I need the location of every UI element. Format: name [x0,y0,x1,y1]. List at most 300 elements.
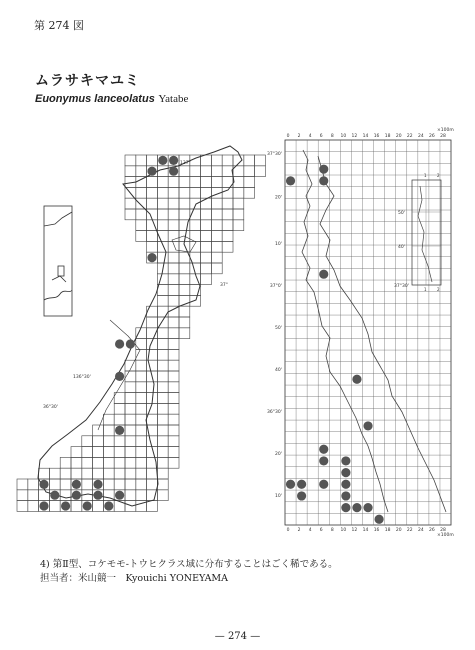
map-grid-cell [60,457,71,468]
map-grid-cell [179,285,190,296]
chart-lat-label: 20' [275,452,282,458]
map-grid-cell [125,198,136,209]
map-grid-cell [28,479,39,490]
chart-x-tick-bottom: 18 [384,528,391,533]
map-grid-cell [136,425,147,436]
chart-x-tick-top: 26 [429,134,435,139]
inset-chart [394,173,441,292]
map-occurrence-dot [126,339,135,348]
map-grid-cell [157,447,168,458]
page-number: — 274 — [214,631,261,642]
chart-occurrence-dot [341,503,350,512]
chart-lat-label: 20' [275,195,282,201]
map-grid-cell [60,479,71,490]
map-grid-cell [233,198,244,209]
map-grid-cell [211,220,222,231]
chart-occurrence-dot [352,375,361,384]
map-grid-cell [157,187,168,198]
map-grid-cell [49,468,60,479]
map-grid-cell [201,166,212,177]
chart-x-tick-top: 24 [417,134,424,139]
map-grid-cell [136,447,147,458]
chart-x-tick-bottom: 26 [429,528,435,533]
map-grid-cell [147,501,158,512]
map-grid-cell [147,317,158,328]
map-grid-cell [82,479,93,490]
map-grid-cell [136,187,147,198]
inset-x-top-0: 1 [424,173,427,178]
map-grid-cell [157,339,168,350]
map-grid-cell [125,414,136,425]
chart-lat-label: 37°30' [267,152,282,158]
distribution-note: 4) 第Ⅱ型、コケモモ-トウヒクラス域に分布することはごく稀である。 [40,559,338,570]
chart-x-tick-top: 8 [330,134,334,139]
map-grid-cell [168,220,179,231]
map-grid-cell [125,382,136,393]
map-grid-cell [125,436,136,447]
map-grid-cell [71,447,82,458]
map-grid-cell [125,490,136,501]
inset-chart-grid [412,180,441,285]
map-grid-cell [157,285,168,296]
altitude-profile-right [318,156,446,512]
map-grid-cell [168,274,179,285]
map-grid-cell [168,393,179,404]
chart-x-tick-bottom: 14 [362,528,369,533]
map-grid-cell [136,457,147,468]
inset-x-bottom-0: 1 [424,287,427,292]
map-grid-cell [103,479,114,490]
inset-boundary [52,276,66,282]
map-grid-cell [168,436,179,447]
inset-chart-profile [418,186,432,282]
map-grid-cell [147,306,158,317]
map-grid-cell [157,457,168,468]
inset-coast-north [44,212,72,226]
inset-frame [44,206,72,316]
map-grid-cell [157,425,168,436]
map-grid-cell [93,447,104,458]
map-grid-cell [222,155,233,166]
chart-x-tick-bottom: 20 [395,528,402,533]
map-grid-cell [222,241,233,252]
map-grid-cell [114,447,125,458]
map-grid-cell [136,436,147,447]
map-grid-cell [157,306,168,317]
inset-coast-south [44,290,72,300]
map-grid-cell [157,382,168,393]
map-grid-cell [136,177,147,188]
map-grid-cell [201,209,212,220]
map-grid-cell [168,425,179,436]
map-grid-cell [168,414,179,425]
map-grid-cell [157,220,168,231]
chart-x-tick-bottom: 8 [330,528,334,533]
map-grid-cell [39,490,50,501]
chart-occurrence-dot [341,468,350,477]
map-grid-cell [201,220,212,231]
map-grid-cell [168,198,179,209]
map-grid-cell [114,414,125,425]
map-grid-cell [244,166,255,177]
map-grid-cell [157,209,168,220]
map-grid-cell [136,328,147,339]
map-grid-cell [103,414,114,425]
chart-lat-label: 40' [275,368,282,374]
chart-occurrence-dot [319,445,328,454]
inset-lat-1: 40' [398,245,405,250]
map-grid-cell [157,177,168,188]
map-grid-cell [168,447,179,458]
map-grid-cell [60,468,71,479]
map-grid-cell [136,490,147,501]
map-grid-cell [114,393,125,404]
chart-occurrence-dot [363,421,372,430]
chart-x-tick-bottom: 22 [406,528,413,533]
chart-x-tick-top: 20 [395,134,402,139]
map-grid-cell [82,457,93,468]
inset-location-map [44,206,72,316]
map-occurrence-dot [169,167,178,176]
map-grid-cell [157,166,168,177]
chart-lat-label: 10' [275,494,282,500]
map-grid-cell [147,155,158,166]
chart-occurrence-dot [319,480,328,489]
map-grid-cell [157,468,168,479]
map-grid-cell [211,241,222,252]
map-occurrence-dot [147,167,156,176]
map-occurrence-dot [115,426,124,435]
map-grid-cell [157,241,168,252]
map-grid-cell [114,457,125,468]
chart-scale-label-bottom: ×100m [437,533,454,538]
map-grid-cell [147,177,158,188]
map-grid-cell [93,468,104,479]
map-grid-cell [82,436,93,447]
chart-x-tick-top: 16 [373,134,380,139]
map-grid-cell [114,403,125,414]
map-occurrence-dot [104,501,113,510]
map-grid-cell [49,479,60,490]
map-grid-cell [71,501,82,512]
map-grid-cell [147,241,158,252]
map-grid-cell [190,166,201,177]
chart-occurrence-dot [297,491,306,500]
map-grid-cell [222,220,233,231]
figure-number: 第 274 図 [34,19,84,32]
map-grid-cell [233,209,244,220]
map-grid-cell [147,382,158,393]
map-grid-cell [168,241,179,252]
map-grid-cell [179,306,190,317]
species-japanese-name: ムラサキマユミ [35,73,140,89]
chart-x-tick-bottom: 10 [340,528,347,533]
map-occurrence-dot [39,501,48,510]
map-grid-cell [190,177,201,188]
map-grid-cell [147,198,158,209]
chart-x-tick-bottom: 16 [373,528,380,533]
map-grid-cell [233,220,244,231]
chart-occurrence-dot [319,270,328,279]
map-grid-cell [179,166,190,177]
map-grid-cell [201,198,212,209]
map-grid-cell [211,263,222,274]
map-grid-cell [125,447,136,458]
map-grid-cell [136,166,147,177]
chart-x-tick-top: 2 [297,134,301,139]
inset-lat-2: 37°30' [394,284,409,289]
map-grid-cell [28,501,39,512]
chart-x-tick-top: 0 [286,134,290,139]
map-grid-cell [168,403,179,414]
map-grid-cell [211,166,222,177]
chart-occurrence-dot [341,491,350,500]
chart-x-tick-top: 14 [362,134,369,139]
map-grid-cell [147,339,158,350]
map-grid-cell [168,339,179,350]
map-grid-cell [103,425,114,436]
map-grid-cell [125,155,136,166]
scientific-name: Euonymus lanceolatus [35,93,155,105]
map-grid-cell [157,328,168,339]
map-grid-cell [147,231,158,242]
map-grid-cell [93,457,104,468]
map-grid-cell [136,468,147,479]
map-occurrence-dot [93,491,102,500]
chart-occurrence-dot [374,515,383,524]
map-grid-cell [147,479,158,490]
map-grid-cell [157,414,168,425]
map-occurrence-dot [115,372,124,381]
map-grid-cell [17,479,28,490]
map-grid-cell [147,414,158,425]
map-grid-cell [179,263,190,274]
chart-x-tick-top: 4 [308,134,312,139]
map-grid-cell [168,360,179,371]
map-grid-cell [125,457,136,468]
map-grid-cell [222,231,233,242]
map-grid-cell [49,501,60,512]
map-grid-cell [168,209,179,220]
map-occurrence-dot [158,156,167,165]
map-grid-cell [179,209,190,220]
map-grid-cell [211,155,222,166]
inset-marker [58,266,64,276]
chart-scale-label: ×100m [437,128,454,133]
map-grid-cell [168,177,179,188]
chart-occurrence-dot [297,480,306,489]
map-grid-cell [103,468,114,479]
map-grid-cell [190,220,201,231]
map-occurrence-dot [72,491,81,500]
map-grid-cell [157,349,168,360]
map-grid-cell [157,371,168,382]
map-grid-cell [136,209,147,220]
map-grid-cell [201,252,212,263]
inset-x-top-1: 2 [437,173,440,178]
map-grid-cell [168,317,179,328]
map-grid-cell [244,155,255,166]
map-grid-cell [179,274,190,285]
map-grid-cell [136,382,147,393]
map-grid-cell [147,468,158,479]
map-grid-cell [136,155,147,166]
inset-x-bottom-1: 2 [437,287,440,292]
map-occurrence-dot [147,253,156,262]
chart-x-tick-top: 10 [340,134,347,139]
inset-chart-frame [412,180,441,285]
map-grid-cell [103,447,114,458]
map-grid-cell [136,220,147,231]
chart-x-tick-bottom: 4 [308,528,312,533]
map-grid-cell [125,425,136,436]
map-grid-cell [201,177,212,188]
map-grid-cell [157,295,168,306]
map-grid-cell [136,403,147,414]
map-grid-cell [71,457,82,468]
map-grid-cell [201,231,212,242]
map-grid-cell [114,479,125,490]
map-grid-cell [179,177,190,188]
map-grid-cell [168,187,179,198]
map-grid-cell [222,198,233,209]
map-grid-cell [255,166,266,177]
map-grid-cell [136,414,147,425]
map-grid-cell [136,198,147,209]
author-credit: 担当者：米山競一 Kyouichi YONEYAMA [40,573,229,584]
chart-occurrence-dot [319,165,328,174]
map-grid-cell [157,403,168,414]
map-occurrence-dot [39,480,48,489]
chart-occurrence-dot [319,456,328,465]
map-grid-cell [179,187,190,198]
map-grid-cell [211,198,222,209]
chart-occurrence-dot [341,456,350,465]
altitude-latitude-chart [267,127,454,538]
map-grid-cell [157,252,168,263]
map-grid-cell [211,231,222,242]
map-grid-cell [222,209,233,220]
map-grid-cell [136,231,147,242]
map-grid-cell [244,187,255,198]
map-lat-36-30: 36°30' [43,405,58,410]
map-grid-cell [157,436,168,447]
map-grid-cell [136,371,147,382]
map-grid-cell [211,209,222,220]
map-grid-cell [157,490,168,501]
map-grid-cell [244,177,255,188]
map-occurrence-dot [50,491,59,500]
chart-x-tick-bottom: 12 [351,528,358,533]
map-grid-cell [168,295,179,306]
map-grid-cell [82,447,93,458]
chart-occurrence-dot [363,503,372,512]
map-grid-cell [233,187,244,198]
map-grid-cell [93,501,104,512]
map-grid-cell [93,425,104,436]
map-grid-cell [125,166,136,177]
map-grid-cell [157,479,168,490]
map-grid-cell [179,198,190,209]
map-grid-cell [168,349,179,360]
chart-occurrence-dot [286,480,295,489]
map-grid-cell [201,241,212,252]
map-grid-cell [201,274,212,285]
map-grid-cell [211,177,222,188]
map-grid-cell [201,263,212,274]
map-occurrence-dot [93,480,102,489]
chart-lat-label: 10' [275,242,282,248]
chart-x-tick-bottom: 6 [319,528,323,533]
inset-lat-0: 50' [398,211,405,216]
map-grid-cell [125,501,136,512]
map-grid-cell [190,187,201,198]
map-grid-cell [114,501,125,512]
map-grid-cell [17,490,28,501]
chart-x-tick-top: 28 [440,134,446,139]
map-grid-cell [136,479,147,490]
chart-x-tick-top: 6 [319,134,323,139]
map-grid-cell [125,403,136,414]
map-grid-cell [168,285,179,296]
map-grid-cell [103,436,114,447]
chart-lat-label: 36°30' [267,410,282,416]
chart-lat-label: 37°0' [269,284,282,290]
map-grid-cell [136,339,147,350]
map-grid-cell [39,468,50,479]
map-grid-cell [71,468,82,479]
chart-x-tick-bottom: 0 [286,528,290,533]
map-grid-cell [222,187,233,198]
map-occurrence-dot [115,491,124,500]
map-grid-cell [125,209,136,220]
map-occurrence-dot [169,156,178,165]
map-grid-cell [179,328,190,339]
map-grid-cell [125,393,136,404]
map-grid-cell [17,501,28,512]
map-grid-cell [179,317,190,328]
chart-occurrence-dot [319,176,328,185]
map-grid-cell [255,155,266,166]
map-grid-cell [103,457,114,468]
map-grid-cell [168,457,179,468]
map-grid-cell [157,393,168,404]
map-grid-cell [168,263,179,274]
map-grid-cell [114,468,125,479]
grid-distribution-map [17,146,265,511]
chart-x-tick-top: 18 [384,134,391,139]
map-grid-cell [168,252,179,263]
chart-x-tick-bottom: 2 [297,528,301,533]
map-grid-cell [60,490,71,501]
map-lat-37: 37° [220,283,228,288]
chart-occurrence-dot [286,176,295,185]
map-grid-cell [201,155,212,166]
map-grid-cell [136,360,147,371]
map-grid-cell [157,198,168,209]
map-grid-cell [125,468,136,479]
map-grid-cell [82,468,93,479]
map-grid-cell [233,177,244,188]
map-grid-cell [147,187,158,198]
map-grid-cell [157,360,168,371]
scientific-author: Yatabe [158,93,189,105]
map-grid-cell [125,371,136,382]
map-grid-cell [168,328,179,339]
chart-lat-label: 50' [275,326,282,332]
map-grid-cell [168,382,179,393]
map-grid-cell [222,166,233,177]
